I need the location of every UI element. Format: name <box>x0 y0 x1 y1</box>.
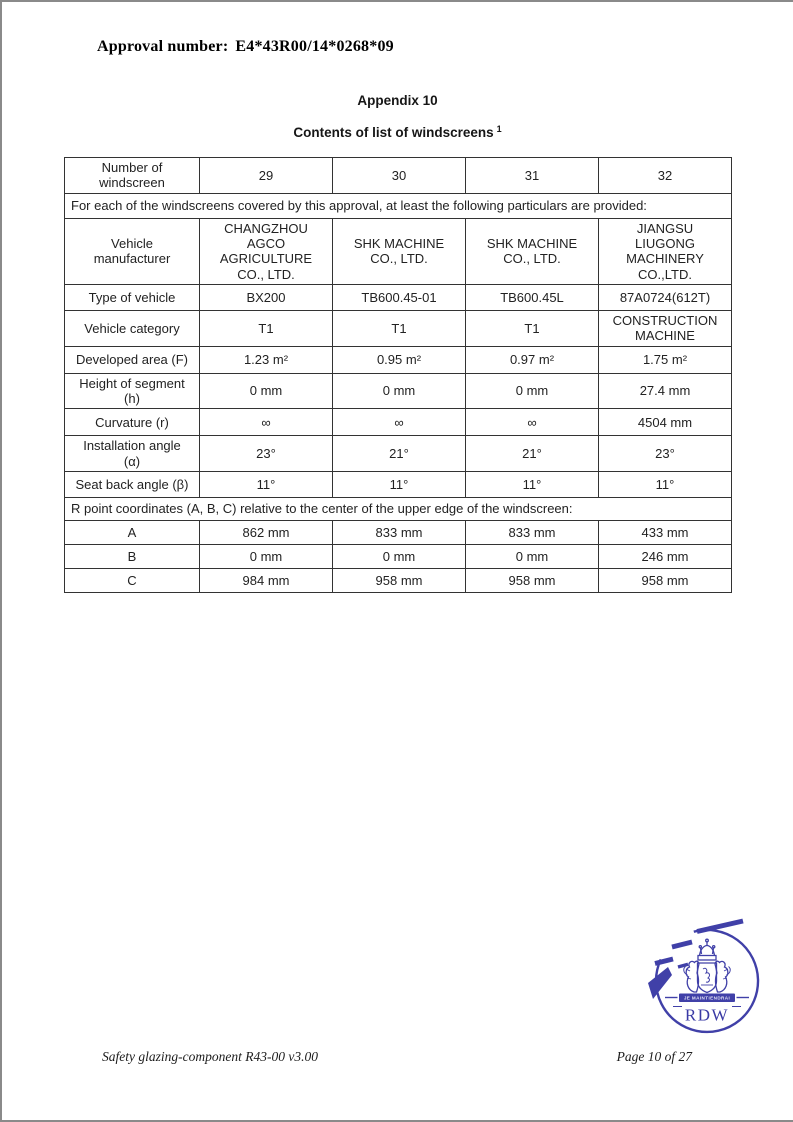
table-row-manufacturer <box>65 218 732 284</box>
windscreen-table <box>64 157 732 593</box>
cell: 31 <box>466 158 599 194</box>
cell: 833 mm <box>333 520 466 544</box>
cell: 23° <box>200 436 333 472</box>
cell: 4504 mm <box>599 409 732 436</box>
cell: 862 mm <box>200 520 333 544</box>
cell: ∞ <box>333 409 466 436</box>
shield-icon <box>698 963 717 993</box>
row-label: Developed area (F) <box>65 346 200 373</box>
approval-label: Approval number: <box>97 38 229 55</box>
cell: 833 mm <box>466 520 599 544</box>
footer-document-name: Safety glazing-component R43-00 v3.00 <box>102 1049 318 1064</box>
motto-text: JE MAINTIENDRAI <box>683 995 731 1001</box>
cell: 32 <box>599 158 732 194</box>
cell: 11° <box>599 471 732 497</box>
cell: 958 mm <box>333 568 466 592</box>
rpoint-row: R point coordinates (A, B, C) relative to the center of the upper edge of the windscreen: <box>65 497 732 520</box>
cell: 984 mm <box>200 568 333 592</box>
note-row: For each of the windscreens covered by this approval, at least the following particulars are provided: <box>65 193 732 218</box>
footer-page-number: Page 10 of 27 <box>616 1049 692 1064</box>
cell: TB600.45-01 <box>333 284 466 310</box>
table-row-number <box>65 158 732 194</box>
speed-wedge-icon <box>648 967 672 999</box>
cell: T1 <box>466 310 599 346</box>
approval-number-line <box>97 38 394 56</box>
cell: 11° <box>200 471 333 497</box>
cell: 87A0724(612T) <box>599 284 732 310</box>
cell: 29 <box>200 158 333 194</box>
cell: 21° <box>466 436 599 472</box>
cell: 246 mm <box>599 544 732 568</box>
row-label: A <box>65 520 200 544</box>
row-label: Vehicle manufacturer <box>65 218 200 284</box>
row-label: Type of vehicle <box>65 284 200 310</box>
table-row-curvature <box>65 409 732 436</box>
cell: 0 mm <box>200 544 333 568</box>
cell: T1 <box>200 310 333 346</box>
table-row-rpoint-note <box>65 497 732 520</box>
table-row-category <box>65 310 732 346</box>
cell: 958 mm <box>466 568 599 592</box>
cell: 0 mm <box>466 544 599 568</box>
cell: 433 mm <box>599 520 732 544</box>
cell: 11° <box>466 471 599 497</box>
row-label: Curvature (r) <box>65 409 200 436</box>
cell: SHK MACHINE CO., LTD. <box>333 218 466 284</box>
cell: T1 <box>333 310 466 346</box>
table-row-note <box>65 193 732 218</box>
cell: ∞ <box>200 409 333 436</box>
cell: TB600.45L <box>466 284 599 310</box>
appendix-title: Appendix 10 <box>357 93 438 108</box>
cell: 0.95 m² <box>333 346 466 373</box>
table-row-installation-angle <box>65 436 732 472</box>
cell: 27.4 mm <box>599 373 732 409</box>
cell: JIANGSU LIUGONG MACHINERY CO.,LTD. <box>599 218 732 284</box>
table-row-coord-c <box>65 568 732 592</box>
rdw-stamp-icon <box>643 917 767 1041</box>
cell: 0.97 m² <box>466 346 599 373</box>
table-row-type <box>65 284 732 310</box>
footnote-marker: 1 <box>496 123 502 134</box>
cell: CONSTRUCTION MACHINE <box>599 310 732 346</box>
cell: 21° <box>333 436 466 472</box>
cell: 0 mm <box>200 373 333 409</box>
row-label: Number of windscreen <box>65 158 200 194</box>
lion-right-icon <box>715 961 730 992</box>
coat-of-arms-icon <box>684 939 730 992</box>
table-row-coord-a <box>65 520 732 544</box>
table-row-seat-angle <box>65 471 732 497</box>
cell: 958 mm <box>599 568 732 592</box>
row-label: Vehicle category <box>65 310 200 346</box>
cell: 1.23 m² <box>200 346 333 373</box>
table-row-segment <box>65 373 732 409</box>
cell: 0 mm <box>466 373 599 409</box>
crown-icon <box>698 939 716 960</box>
row-label: Installation angle (α) <box>65 436 200 472</box>
cell: 1.75 m² <box>599 346 732 373</box>
approval-number: E4*43R00/14*0268*09 <box>235 38 394 55</box>
row-label: B <box>65 544 200 568</box>
cell: 11° <box>333 471 466 497</box>
contents-title: Contents of list of windscreens $^1$ <box>293 123 502 140</box>
cell: 30 <box>333 158 466 194</box>
row-label: C <box>65 568 200 592</box>
cell: 23° <box>599 436 732 472</box>
cell: 0 mm <box>333 544 466 568</box>
cell: 0 mm <box>333 373 466 409</box>
cell: SHK MACHINE CO., LTD. <box>466 218 599 284</box>
table-row-coord-b <box>65 544 732 568</box>
cell: ∞ <box>466 409 599 436</box>
cell: BX200 <box>200 284 333 310</box>
row-label: Seat back angle (β) <box>65 471 200 497</box>
cell: CHANGZHOU AGCO AGRICULTURE CO., LTD. <box>200 218 333 284</box>
rdw-label: RDW <box>684 1005 730 1025</box>
table-row-area <box>65 346 732 373</box>
row-label: Height of segment (h) <box>65 373 200 409</box>
